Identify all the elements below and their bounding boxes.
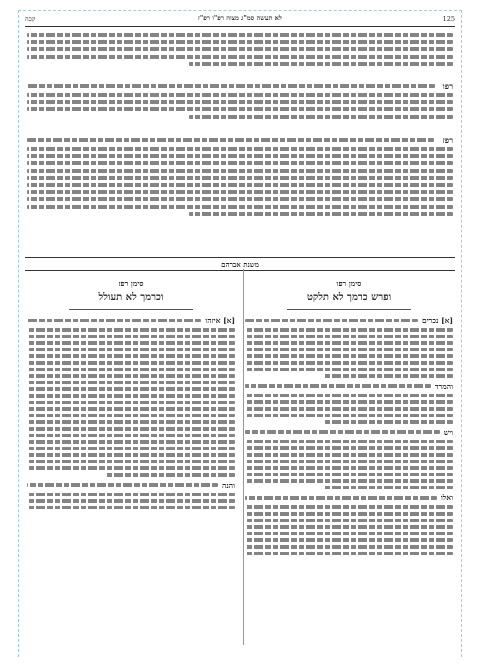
section-title: משנת אברהם — [221, 260, 259, 269]
page-number-hebrew: קכה — [25, 15, 36, 23]
document-page — [18, 10, 462, 657]
keyword: ואלו — [440, 493, 453, 503]
mitzvah-286-paragraph — [27, 81, 453, 122]
keyword: ויש — [443, 427, 453, 437]
mitzvah-287-paragraph — [27, 135, 453, 219]
section-divider — [25, 257, 455, 258]
keyword: והמרד — [435, 381, 453, 391]
right-column — [245, 275, 453, 558]
header-rule — [25, 26, 455, 27]
mitzvah-lead: רפו — [442, 80, 453, 91]
top-paragraph — [27, 33, 453, 69]
running-header — [19, 13, 461, 25]
running-title: לא תעשה סמ"ג מצוה רפ"ו רפ"ז — [198, 14, 282, 22]
column-divider — [243, 269, 244, 645]
mitzvah-lead: רפז — [442, 134, 453, 145]
left-column — [27, 275, 235, 512]
keyword: והנה — [222, 480, 235, 490]
siman-heading: סימן רפז — [118, 279, 144, 288]
section-divider — [25, 270, 455, 271]
keyword: [א] איזהו — [205, 316, 235, 325]
siman-topic: ופרש כרמך לא תלקט — [306, 292, 392, 303]
keyword: [א] נכרים — [422, 316, 453, 325]
page-number: 125 — [442, 15, 455, 23]
siman-heading: סימן רפו — [336, 279, 362, 288]
siman-topic: וכרמך לא תעולל — [98, 292, 164, 303]
